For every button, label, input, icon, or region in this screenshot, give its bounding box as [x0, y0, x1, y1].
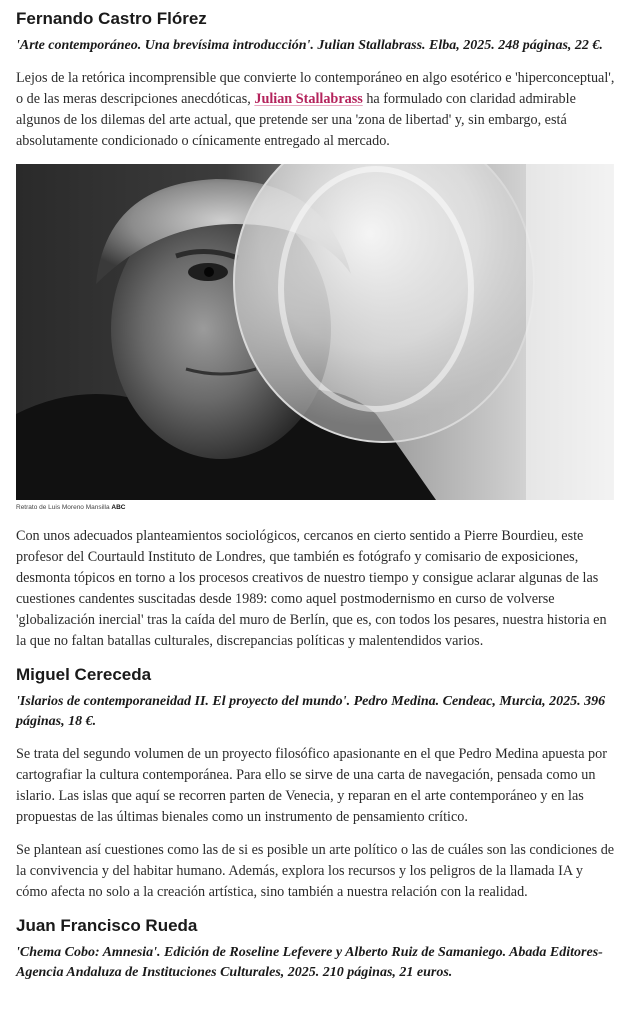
review-paragraph: Se trata del segundo volumen de un proyecto filosófico apasionante en el que Pedro Medina apuesta por cartografiar la cultura contemporánea. Para ello se sirve de una carta de navegación, pensada como un islario. Las islas que aquí se recorren parten de Venecia, y reparan en el arte contemporáneo y en las propuestas de las últimas bienales como un instrumento de pensamiento crítico.	[16, 746, 607, 825]
reviewer-name: Juan Francisco Rueda	[16, 916, 198, 935]
paragraph-text: Lejos de la retórica incomprensible que convierte lo contemporáneo en algo esotérico e 'hiperconceptual', o de las meras descripciones anecdóticas,	[16, 70, 615, 107]
article-body	[16, 8, 616, 995]
portrait-photo	[16, 164, 614, 500]
review-paragraph: Con unos adecuados planteamientos sociológicos, cercanos en cierto sentido a Pierre Bourdieu, este profesor del Courtauld Instituto de Londres, que también es fotógrafo y comisario de exposiciones, desmonta tópicos en torno a los procesos creativos de nuestro tiempo y consigue aclarar algunas de las cuestiones candentes suscitadas desde 1989: como aquel postmodernismo en curso de volverse 'globalización inercial' tras la caída del muro de Berlín, que es, con todos los pesares, nuestra historia en la que no faltan batallas culturales, discrepancias políticas y malentendidos varios.	[16, 528, 607, 649]
book-reference: 'Islarios de contemporaneidad II. El proyecto del mundo'. Pedro Medina. Cendeac, Murcia, 2025. 396 páginas, 18 €.	[16, 694, 606, 729]
paragraph-text: ha formulado con claridad admirable algunos de los dilemas del arte actual, que pretende ser una 'zona de libertad' y, sin embargo, está absolutamente condicionado o cínicamente entregado al mercado.	[16, 91, 576, 149]
caption-text: Retrato de Luis Moreno Mansilla	[16, 504, 110, 511]
reviewer-name: Miguel Cereceda	[16, 665, 152, 684]
reviewer-name: Fernando Castro Flórez	[16, 9, 207, 28]
photo-credit: ABC	[111, 504, 126, 511]
review-paragraph: Se plantean así cuestiones como las de si es posible un arte político o las de cuáles son las condiciones de la convivencia y del habitar humano. Además, explora los recursos y los peligros de la llamada IA y cómo afecta no solo a la creación artística, sino también a nuestra relación con la realidad.	[16, 842, 615, 900]
photo-caption	[16, 503, 616, 512]
author-link[interactable]: Julian Stallabrass	[254, 91, 363, 107]
book-reference: 'Arte contemporáneo. Una brevísima introducción'. Julian Stallabrass. Elba, 2025. 248 páginas, 22 €.	[16, 38, 603, 53]
review-paragraph	[16, 68, 616, 152]
book-reference: 'Chema Cobo: Amnesia'. Edición de Roseline Lefevere y Alberto Ruiz de Samaniego. Abada Editores-Agencia Andaluza de Instituciones Culturales, 2025. 210 páginas, 21 euros.	[16, 945, 603, 980]
